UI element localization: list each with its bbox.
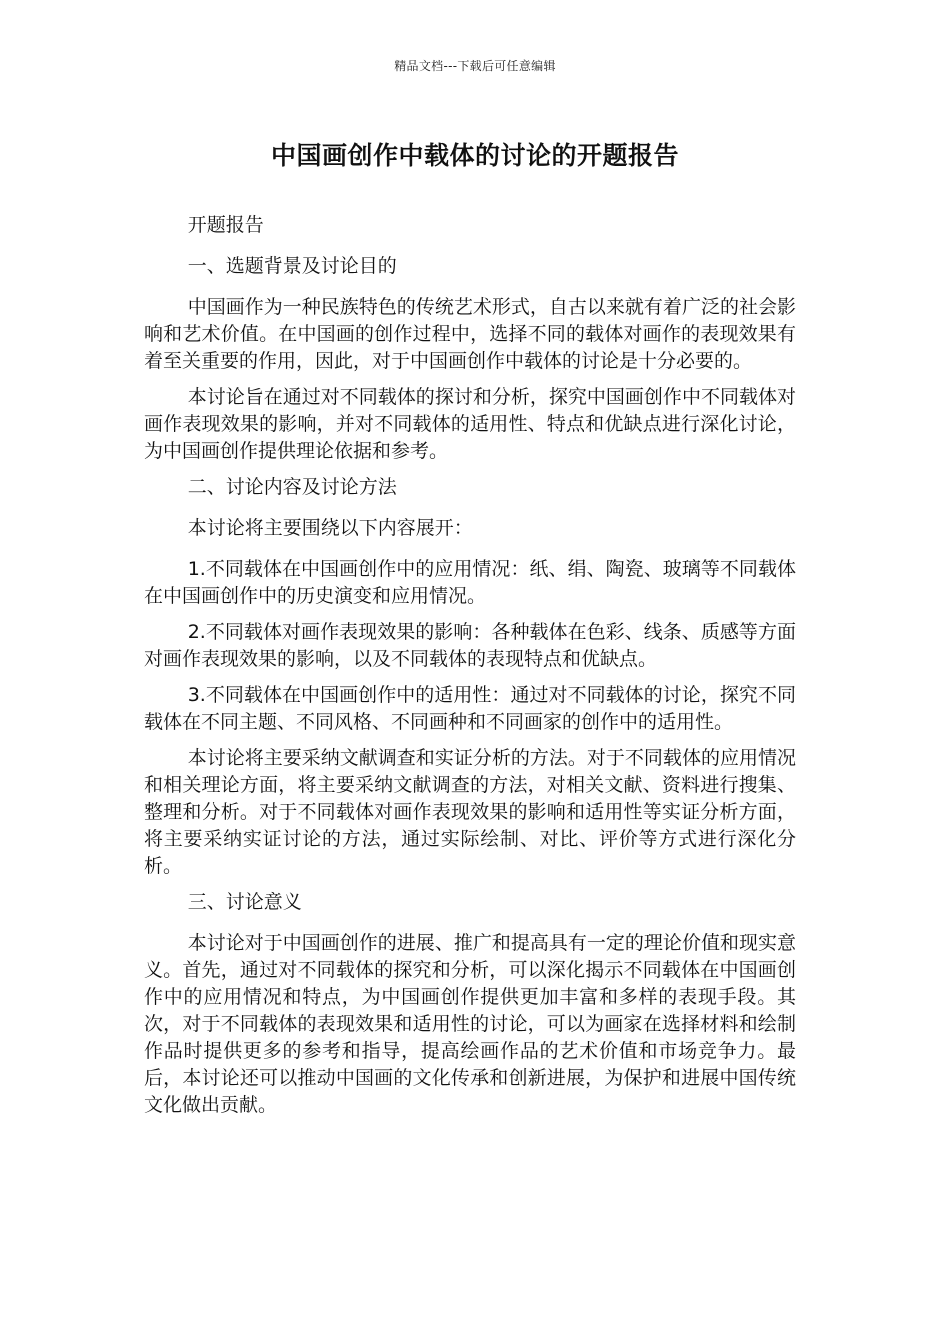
section-heading-2: 二、讨论内容及讨论方法 [187, 476, 397, 498]
list-item-3: 3.不同载体在中国画创作中的适用性：通过对不同载体的讨论，探究不同载体在不同主题、不同风格、不同画种和不同画家的创作中的适用性。 [144, 684, 796, 733]
paragraph-purpose: 本讨论旨在通过对不同载体的探讨和分析，探究中国画创作中不同载体对画作表现效果的影响，并对不同载体的适用性、特点和优缺点进行深化讨论，为中国画创作提供理论依据和参考。 [144, 386, 796, 462]
document-body [144, 212, 796, 1128]
paragraph-significance: 本讨论对于中国画创作的进展、推广和提高具有一定的理论价值和现实意义。首先，通过对不同载体的探究和分析，可以深化揭示不同载体在中国画创作中的应用情况和特点，为中国画创作提供更加丰富和多样的表现手段。其次，对于不同载体的表现效果和适用性的讨论，可以为画家在选择材料和绘制作品时提供更多的参考和指导，提高绘画作品的艺术价值和市场竞争力。最后，本讨论还可以推动中国画的文化传承和创新进展，为保护和进展中国传统文化做出贡献。 [144, 932, 796, 1116]
list-item-1: 1.不同载体在中国画创作中的应用情况：纸、绢、陶瓷、玻璃等不同载体在中国画创作中的历史演变和应用情况。 [144, 558, 796, 607]
report-label: 开题报告 [187, 214, 264, 236]
list-item-2: 2.不同载体对画作表现效果的影响：各种载体在色彩、线条、质感等方面对画作表现效果的影响，以及不同载体的表现特点和优缺点。 [144, 621, 796, 670]
section-heading-1: 一、选题背景及讨论目的 [187, 255, 397, 277]
paragraph-methods: 本讨论将主要采纳文献调查和实证分析的方法。对于不同载体的应用情况和相关理论方面，将主要采纳文献调查的方法，对相关文献、资料进行搜集、整理和分析。对于不同载体对画作表现效果的影响和适用性等实证分析方面，将主要采纳实证讨论的方法，通过实际绘制、对比、评价等方式进行深化分析。 [144, 747, 796, 877]
header-note: 精品文档---下载后可任意编辑 [394, 59, 556, 73]
document-title: 中国画创作中载体的讨论的开题报告 [270, 141, 679, 170]
section-heading-3: 三、讨论意义 [187, 891, 302, 913]
paragraph-background: 中国画作为一种民族特色的传统艺术形式，自古以来就有着广泛的社会影响和艺术价值。在中国画的创作过程中，选择不同的载体对画作的表现效果有着至关重要的作用，因此，对于中国画创作中载体的讨论是十分必要的。 [144, 296, 796, 372]
paragraph-intro: 本讨论将主要围绕以下内容展开： [187, 517, 473, 539]
